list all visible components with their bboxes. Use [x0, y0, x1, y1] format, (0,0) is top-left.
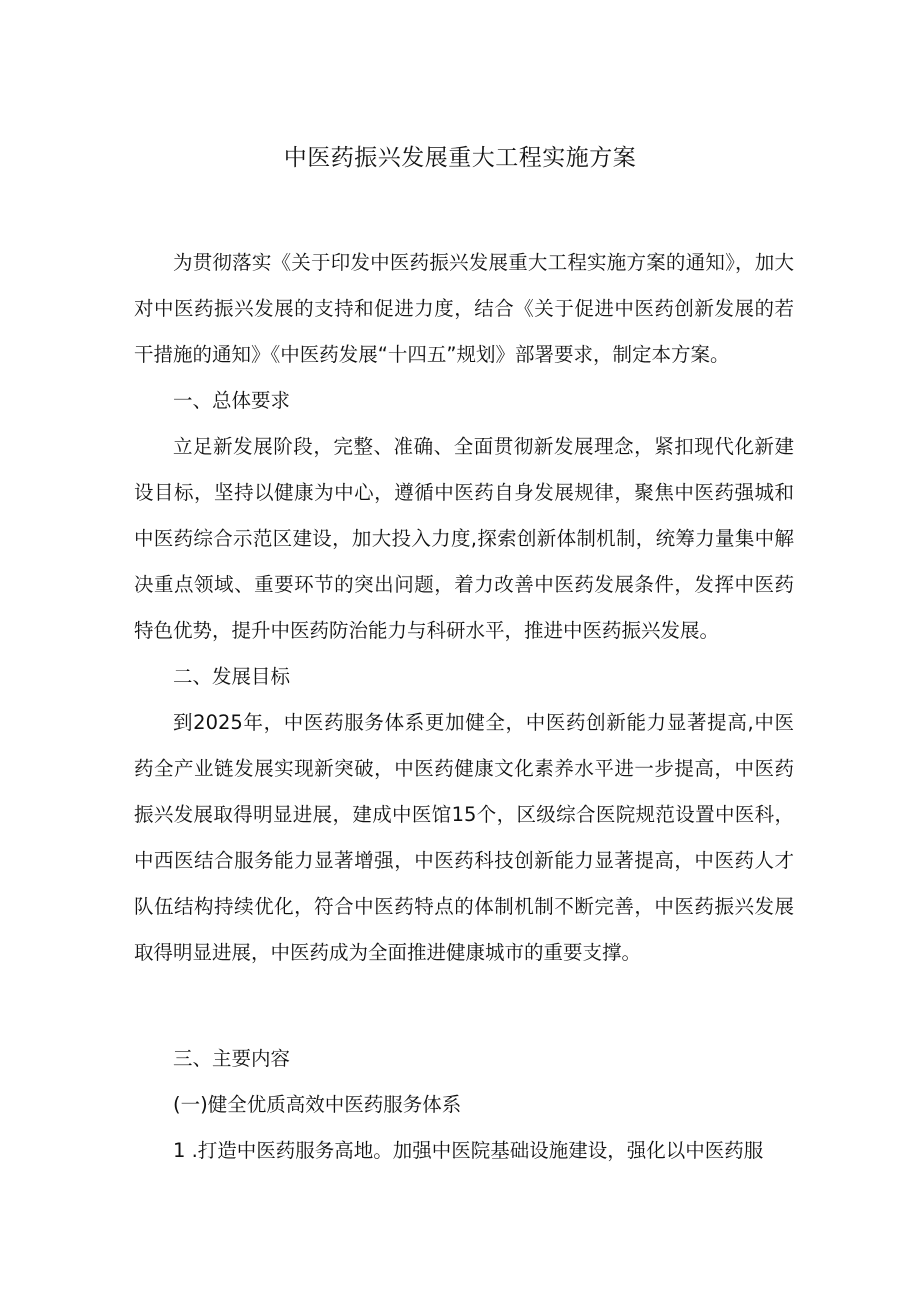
section-heading-main-content: 三、主要内容: [173, 1047, 291, 1070]
body-block-lower: [134, 1036, 794, 1174]
subsection-heading-service-system: (一)健全优质高效中医药服务体系: [173, 1093, 462, 1116]
section-heading-development-goals: 二、发展目标: [173, 665, 291, 688]
intro-paragraph: 为贯彻落实《关于印发中医药振兴发展重大工程实施方案的通知》，加大对中医药振兴发展的支持和促进力度，结合《关于促进中医药创新发展的若干措施的通知》《中医药发展“十四五”规划》部署要求，制定本方案。: [134, 251, 794, 366]
document-title: 中医药振兴发展重大工程实施方案: [283, 145, 637, 171]
body-block-upper: [134, 240, 794, 976]
section-heading-general-requirements: 一、总体要求: [173, 389, 291, 412]
section-body-development-goals: 到2025年，中医药服务体系更加健全，中医药创新能力显著提高,中医药全产业链发展实现新突破，中医药健康文化素养水平进一步提高，中医药振兴发展取得明显进展，建成中医馆15个，区级综合医院规范设置中医科，中西医结合服务能力显著增强，中医药科技创新能力显著提高，中医药人才队伍结构持续优化，符合中医药特点的体制机制不断完善，中医药振兴发展取得明显进展，中医药成为全面推进健康城市的重要支撑。: [134, 711, 794, 964]
item-paragraph-1: 1 .打造中医药服务高地。加强中医院基础设施建设，强化以中医药服: [173, 1139, 764, 1162]
section-body-general-requirements: 立足新发展阶段，完整、准确、全面贯彻新发展理念，紧扣现代化新建设目标，坚持以健康为中心，遵循中医药自身发展规律，聚焦中医药强城和中医药综合示范区建设，加大投入力度,探索创新体制机制，统筹力量集中解决重点领域、重要环节的突出问题，着力改善中医药发展条件，发挥中医药特色优势，提升中医药防治能力与科研水平，推进中医药振兴发展。: [134, 435, 794, 642]
